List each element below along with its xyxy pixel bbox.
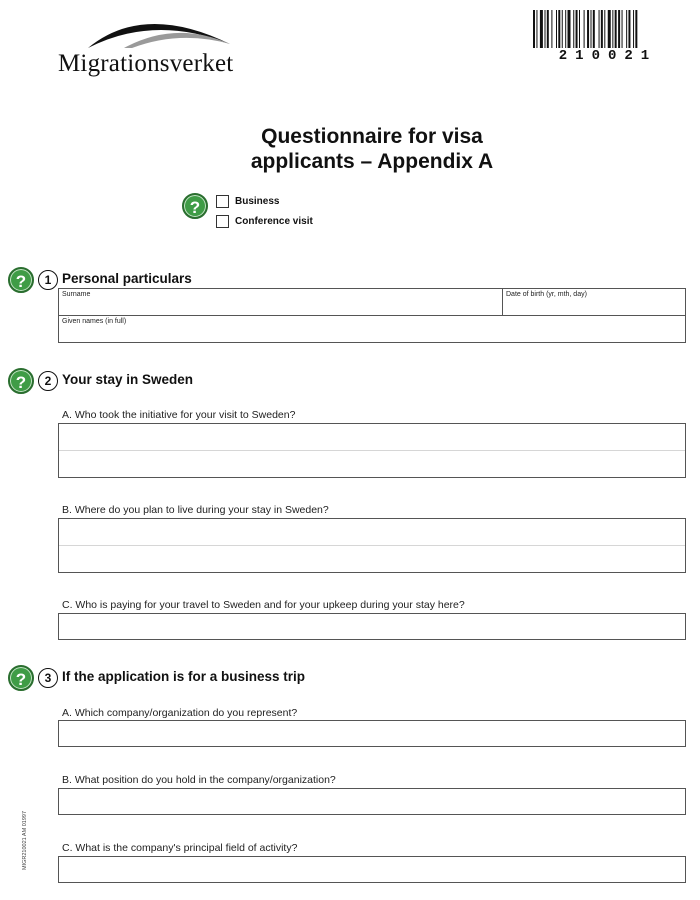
barcode-number: 210021	[558, 48, 658, 64]
question-initiative: A. Who took the initiative for your visit to Sweden?	[62, 409, 296, 421]
help-question-icon[interactable]: ?	[8, 267, 34, 293]
question-payment: C. Who is paying for your travel to Sweden and for your upkeep during your stay here?	[62, 599, 465, 611]
logo-arc-icon	[84, 8, 234, 50]
section-title-business-trip: If the application is for a business trip	[62, 669, 306, 684]
answer-position-field[interactable]	[58, 788, 686, 815]
business-checkbox-label: Business	[235, 196, 280, 207]
help-question-icon[interactable]: ?	[8, 368, 34, 394]
help-question-icon[interactable]: ?	[8, 665, 34, 691]
divider	[502, 288, 503, 315]
barcode-icon	[533, 10, 683, 48]
title-line-2: applicants – Appendix A	[250, 150, 494, 173]
conference-visit-checkbox-label: Conference visit	[235, 216, 313, 227]
section-title-personal-particulars: Personal particulars	[62, 271, 192, 286]
page-title	[150, 124, 594, 174]
question-accommodation: B. Where do you plan to live during your stay in Sweden?	[62, 504, 329, 516]
section-title-your-stay: Your stay in Sweden	[62, 372, 194, 387]
given-names-field[interactable]	[60, 326, 684, 341]
divider	[58, 315, 686, 316]
help-question-icon[interactable]: ?	[182, 193, 208, 219]
divider	[59, 545, 685, 546]
answer-company-field[interactable]	[58, 720, 686, 747]
answer-payment-field[interactable]	[58, 613, 686, 640]
question-company: A. Which company/organization do you represent?	[62, 707, 298, 719]
title-line-1: Questionnaire for visa	[261, 125, 483, 148]
answer-field-of-activity-field[interactable]	[58, 856, 686, 883]
section-number-1: 1	[38, 270, 58, 290]
question-position: B. What position do you hold in the company/organization?	[62, 774, 336, 786]
section-number-2: 2	[38, 371, 58, 391]
logo-wordmark: Migrationsverket	[58, 50, 234, 77]
date-of-birth-label: Date of birth (yr, mth, day)	[506, 291, 587, 298]
date-of-birth-field[interactable]	[505, 299, 684, 314]
conference-visit-checkbox[interactable]	[216, 215, 229, 228]
surname-label: Surname	[62, 291, 91, 298]
given-names-label: Given names (in full)	[62, 318, 127, 325]
divider	[59, 450, 685, 451]
business-checkbox[interactable]	[216, 195, 229, 208]
section-number-3: 3	[38, 668, 58, 688]
surname-field[interactable]	[60, 299, 500, 314]
form-code: MIGR210021 AM 01997	[22, 810, 28, 870]
question-field-of-activity: C. What is the company's principal field of activity?	[62, 842, 298, 854]
